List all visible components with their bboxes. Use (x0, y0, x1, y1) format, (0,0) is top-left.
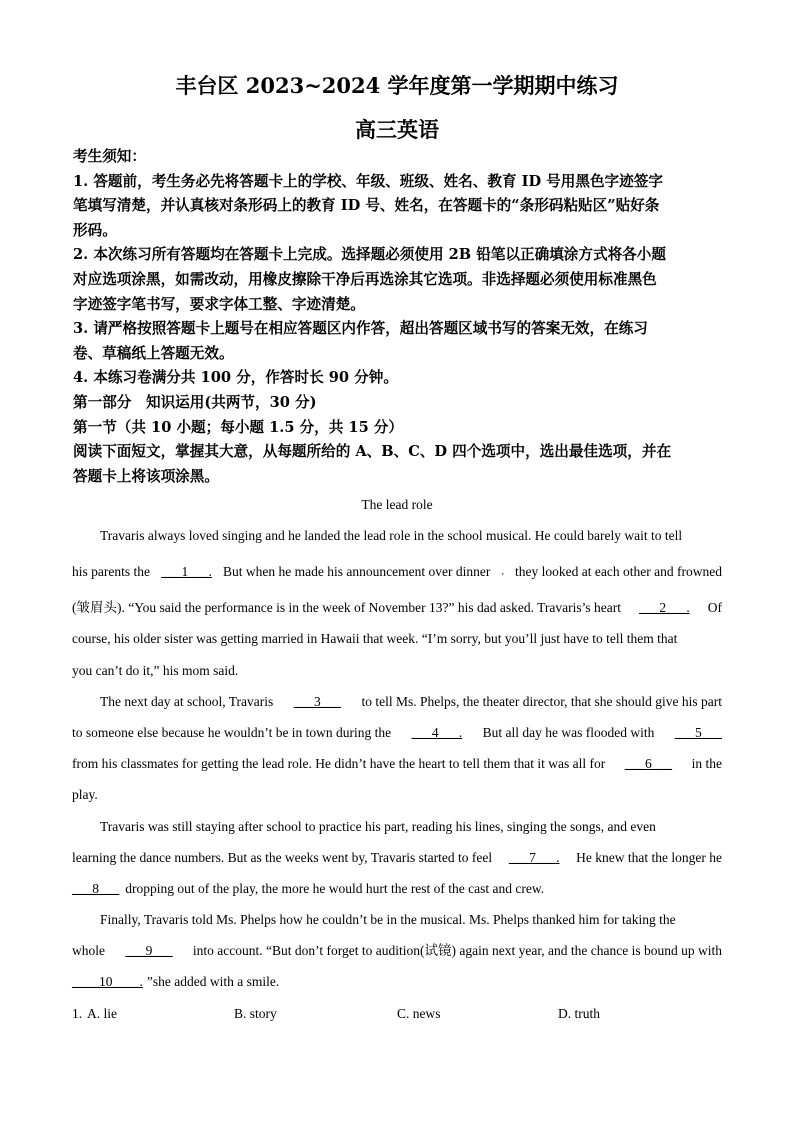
notice-line: 对应选项涂黑，如需改动，用橡皮擦除干净后再选涂其它选项。非选择题必须使用标准黑色 (73, 270, 657, 288)
passage-line: whole ___9___ into account. “But don’t forget to audition(试镜) again next year, and the chance is bound up with (72, 935, 722, 966)
passage-line: Travaris was still staying after school to practice his part, reading his lines, singing the songs, and even (100, 818, 656, 834)
option-b[interactable]: B. story (234, 1006, 277, 1021)
section-part-heading: 第一部分 知识运用(共两节，30 分) (73, 393, 317, 411)
notice-line: 形码。 (73, 221, 117, 239)
blank-1: ___1___. (161, 564, 212, 580)
candidate-notice (73, 145, 733, 489)
subsection-heading: 第一节（共 10 小题；每小题 1.5 分，共 15 分） (73, 418, 403, 436)
blank-5: ___5___ (674, 724, 722, 740)
blank-10: ____10____. (72, 974, 143, 990)
passage-line: learning the dance numbers. But as the weeks went by, Travaris started to feel ___7___. He knew that the longer he (72, 842, 722, 873)
exam-title: 丰台区 2023~2024 学年度第一学期期中练习 (175, 73, 619, 98)
option-d[interactable]: D. truth (558, 1006, 600, 1021)
passage-line: ___8___ dropping out of the play, the more he would hurt the rest of the cast and crew. (72, 873, 722, 904)
notice-line: 字迹签字笔书写，要求字体工整、字迹清楚。 (73, 295, 365, 313)
notice-line: 3. 请严格按照答题卡上题号在相应答题区内作答，超出答题区域书写的答案无效，在练习 (73, 320, 648, 338)
passage-line: ____10____. ”she added with a smile. (72, 966, 722, 997)
blank-7: ___7___. (508, 849, 560, 865)
blank-2: ___2___. (639, 600, 690, 616)
notice-line: 4. 本练习卷满分共 100 分，作答时长 90 分钟。 (73, 369, 398, 387)
passage-line: play. (72, 787, 98, 803)
article-title: The lead role (361, 497, 433, 512)
blank-6: ___6___ (624, 756, 673, 772)
notice-line: 1. 答题前，考生务必先将答题卡上的学校、年级、班级、姓名、教育 ID 号用黑色字迹签字 (73, 172, 663, 190)
option-c[interactable]: C. news (397, 1006, 441, 1021)
passage-line: to someone else because he wouldn’t be in town during the ___4___. But all day he was flooded with ___5___ (72, 717, 722, 748)
notice-line: 笔填写清楚，并认真核对条形码上的教育 ID 号、姓名，在答题卡的“条形码粘贴区”贴好条 (73, 197, 660, 215)
passage-line: The next day at school, Travaris ___3___ to tell Ms. Phelps, the theater director, that she should give his part (72, 686, 722, 717)
passage-line: Travaris always loved singing and he landed the lead role in the school musical. He could barely wait to tell (100, 528, 683, 543)
passage-line: from his classmates for getting the lead role. He didn’t have the heart to tell them that it was all for ___6___ in the (72, 748, 722, 779)
notice-line: 2. 本次练习所有答题均在答题卡上完成。选择题必须使用 2B 铅笔以正确填涂方式将各小题 (73, 246, 666, 264)
blank-3: ___3___ (293, 693, 341, 709)
notice-line: 卷、草稿纸上答题无效。 (73, 344, 234, 362)
passage-line: (皱眉头). “You said the performance is in the week of November 13?” his dad asked. Travaris’s heart ___2___. Of (72, 592, 722, 623)
instruction-line: 阅读下面短文，掌握其大意，从每题所给的 A、B、C、D 四个选项中，选出最佳选项，并在 (73, 443, 672, 461)
blank-8: ___8___ (72, 880, 120, 896)
question-number: 1. (72, 1006, 83, 1021)
blank-4: ___4___. (411, 724, 463, 740)
instruction-line: 答题卡上将该项涂黑。 (73, 467, 219, 485)
passage-line: you can’t do it,” his mom said. (72, 662, 239, 678)
notice-heading: 考生须知： (73, 148, 146, 165)
article-passage (72, 520, 722, 998)
passage-line: Finally, Travaris told Ms. Phelps how he couldn’t be in the musical. Ms. Phelps thanked him for taking the (100, 912, 676, 928)
blank-9: ___9___ (125, 943, 173, 959)
passage-line: his parents the ___1___. But when he made his announcement over dinner , they looked at each other and frowned (72, 551, 722, 592)
option-a[interactable]: A. lie (87, 1006, 117, 1021)
passage-line: course, his older sister was getting married in Hawaii that week. “I’m sorry, but you’ll just have to tell them that (72, 631, 678, 647)
exam-subtitle: 高三英语 (355, 117, 439, 142)
